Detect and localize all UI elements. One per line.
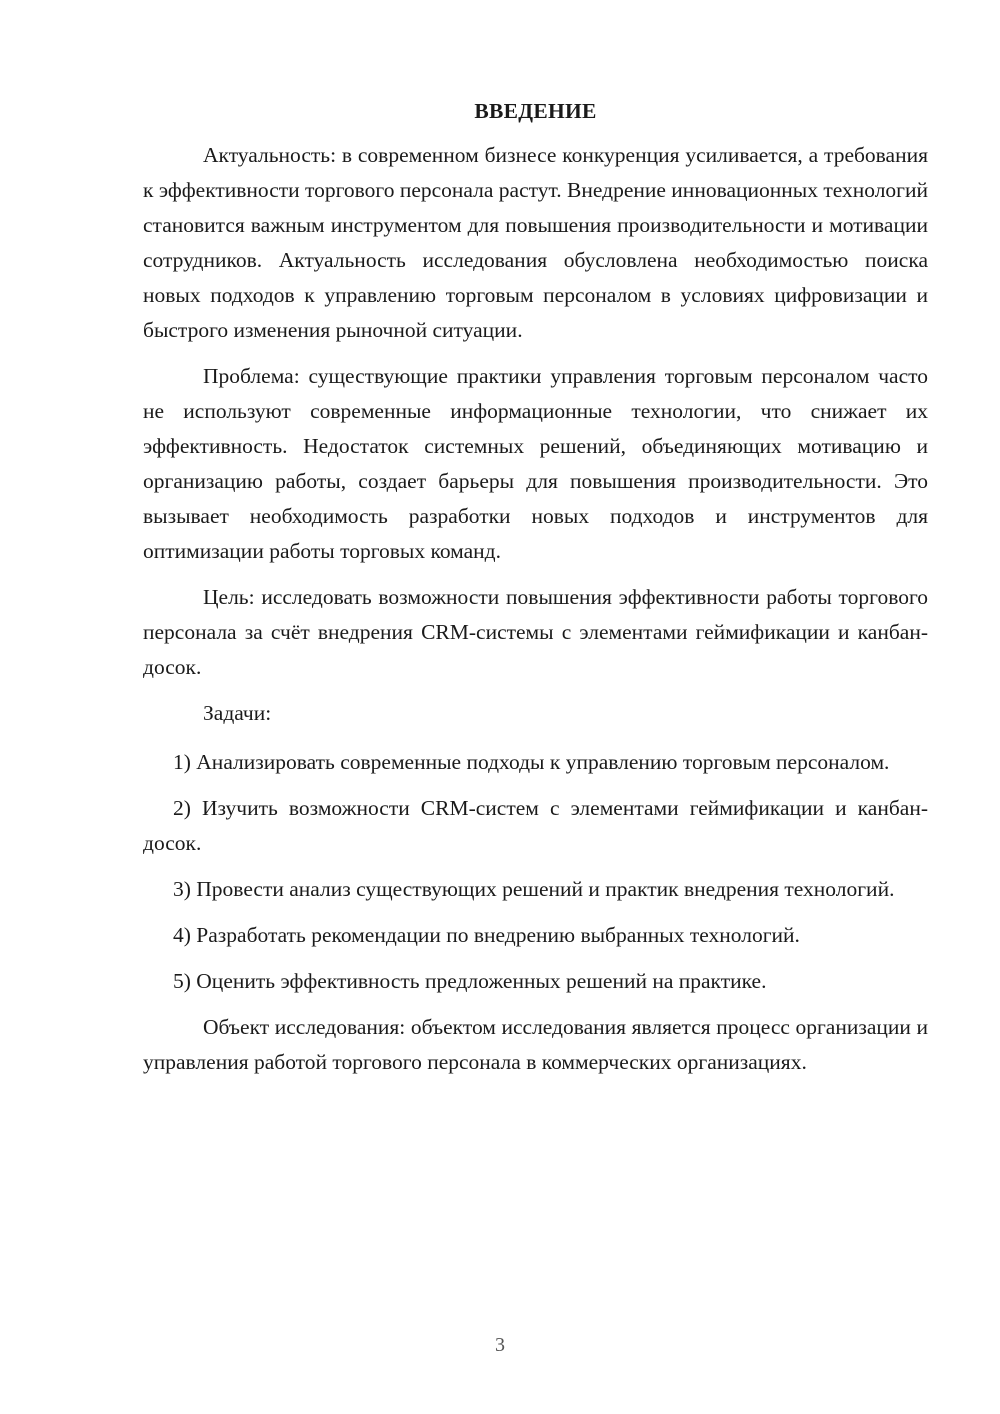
task-item: 2) Изучить возможности CRM-систем с элементами геймификации и канбан-досок. <box>143 796 928 855</box>
relevance-paragraph: Актуальность: в современном бизнесе конкуренция усиливается, а требования к эффективности торгового персонала растут. Внедрение инновационных технологий становится важным инструментом для повышения производительности и мотивации сотрудников. Актуальность исследования обусловлена необходимостью поиска новых подходов к управлению торговым персоналом в условиях цифровизации и быстрого изменения рыночной ситуации. <box>143 143 929 342</box>
section-heading: ВВЕДЕНИЕ <box>474 99 597 123</box>
object-paragraph: Объект исследования: объектом исследования является процесс организации и управления работой торгового персонала в коммерческих организациях. <box>143 1015 928 1074</box>
tasks-label: Задачи: <box>203 701 272 725</box>
problem-paragraph: Проблема: существующие практики управления торговым персоналом часто не используют современные информационные технологии, что снижает их эффективность. Недостаток системных решений, объединяющих мотивацию и организацию работы, создает барьеры для повышения производительности. Это вызывает необходимость разработки новых подходов и инструментов для оптимизации работы торговых команд. <box>143 364 928 563</box>
task-item: 1) Анализировать современные подходы к управлению торговым персоналом. <box>173 750 890 774</box>
goal-paragraph: Цель: исследовать возможности повышения эффективности работы торгового персонала за счёт внедрения CRM-системы с элементами геймификации и канбан-досок. <box>143 585 928 679</box>
task-item: 4) Разработать рекомендации по внедрению выбранных технологий. <box>173 923 800 947</box>
document-page <box>143 96 928 1091</box>
page-number: 3 <box>495 1334 505 1356</box>
task-item: 5) Оценить эффективность предложенных решений на практике. <box>173 969 767 993</box>
task-item: 3) Провести анализ существующих решений и практик внедрения технологий. <box>173 877 895 901</box>
